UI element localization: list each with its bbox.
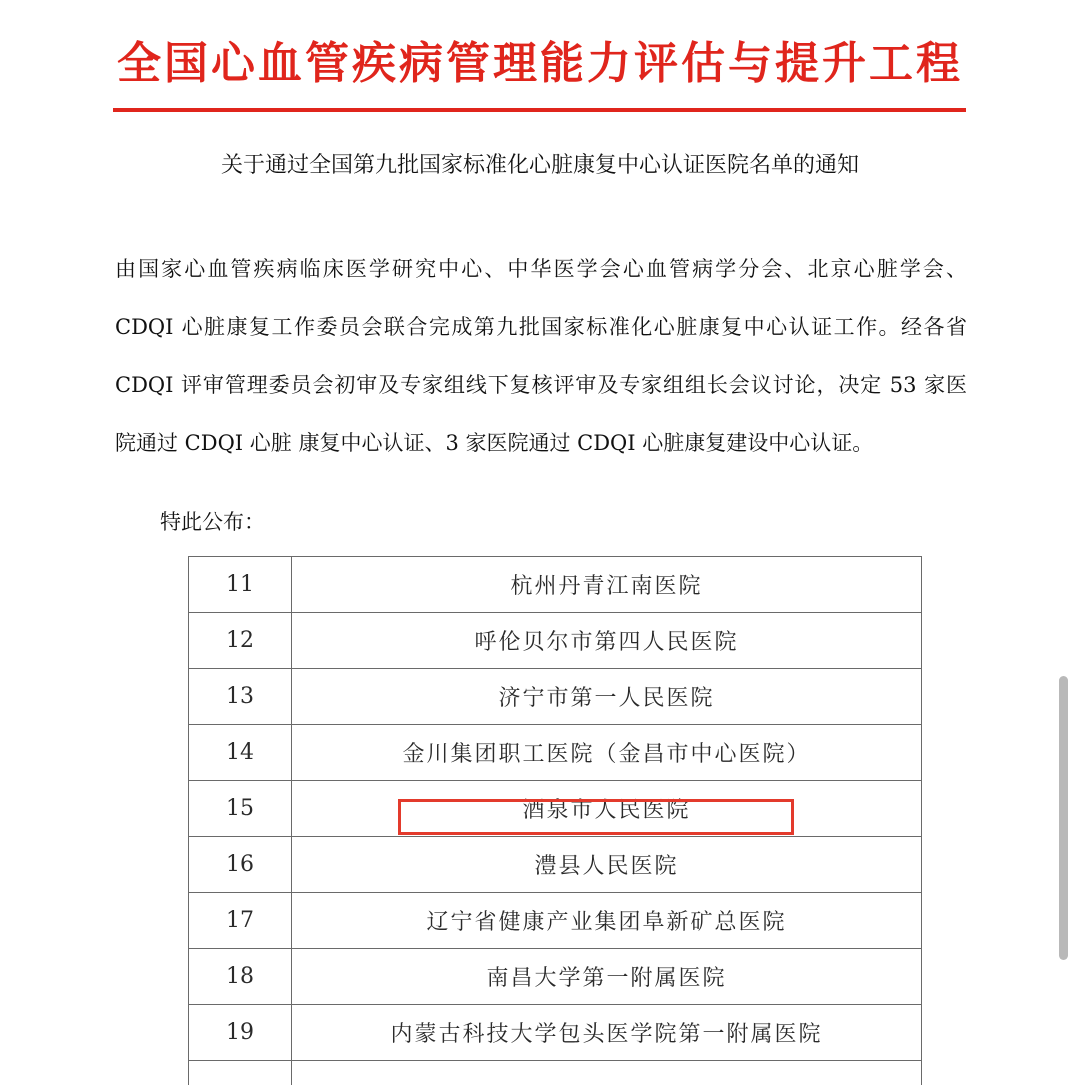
header-red-divider <box>113 108 966 112</box>
hospital-name: 澧县人民医院 <box>292 837 922 893</box>
hospital-name: 酒泉市人民医院 <box>292 781 922 837</box>
table-row <box>189 725 922 781</box>
row-number: 11 <box>189 557 292 613</box>
hospital-name: 南昌大学第一附属医院 <box>292 949 922 1005</box>
hospital-name: 金川集团职工医院（金昌市中心医院） <box>292 725 922 781</box>
body-line: CDQI 心脏康复工作委员会联合完成第九批国家标准化心脏康复中心认证工作。经各省 <box>115 298 967 356</box>
table-row <box>189 837 922 893</box>
hospital-name: 济宁市第一人民医院 <box>292 669 922 725</box>
row-number: 18 <box>189 949 292 1005</box>
row-number: 14 <box>189 725 292 781</box>
row-number: 19 <box>189 1005 292 1061</box>
highlight-annotation-box <box>398 799 794 835</box>
row-number: 17 <box>189 893 292 949</box>
row-number: 16 <box>189 837 292 893</box>
vertical-scrollbar[interactable] <box>1059 676 1068 960</box>
table-row <box>189 949 922 1005</box>
hospital-name <box>292 1061 922 1085</box>
table-row <box>189 669 922 725</box>
hospital-name: 内蒙古科技大学包头医学院第一附属医院 <box>292 1005 922 1061</box>
table-row-partial <box>189 1061 922 1085</box>
hospital-name: 杭州丹青江南医院 <box>292 557 922 613</box>
table-row <box>189 893 922 949</box>
body-line: 由国家心血管疾病临床医学研究中心、中华医学会心血管病学分会、北京心脏学会、 <box>115 240 967 298</box>
table-row <box>189 1005 922 1061</box>
announcement-label: 特此公布： <box>160 504 265 540</box>
body-line: 院通过 CDQI 心脏 康复中心认证、3 家医院通过 CDQI 心脏康复建设中心认证。 <box>115 414 967 472</box>
row-number: 15 <box>189 781 292 837</box>
table-row <box>189 557 922 613</box>
hospital-name: 辽宁省健康产业集团阜新矿总医院 <box>292 893 922 949</box>
hospital-name: 呼伦贝尔市第四人民医院 <box>292 613 922 669</box>
document-header-title: 全国心血管疾病管理能力评估与提升工程 <box>0 34 1080 94</box>
row-number <box>189 1061 292 1085</box>
notice-body-paragraph <box>115 240 967 472</box>
body-line: CDQI 评审管理委员会初审及专家组线下复核评审及专家组组长会议讨论，决定 53 家医 <box>115 356 967 414</box>
row-number: 12 <box>189 613 292 669</box>
row-number: 13 <box>189 669 292 725</box>
notice-title: 关于通过全国第九批国家标准化心脏康复中心认证医院名单的通知 <box>0 148 1080 184</box>
table-row <box>189 613 922 669</box>
